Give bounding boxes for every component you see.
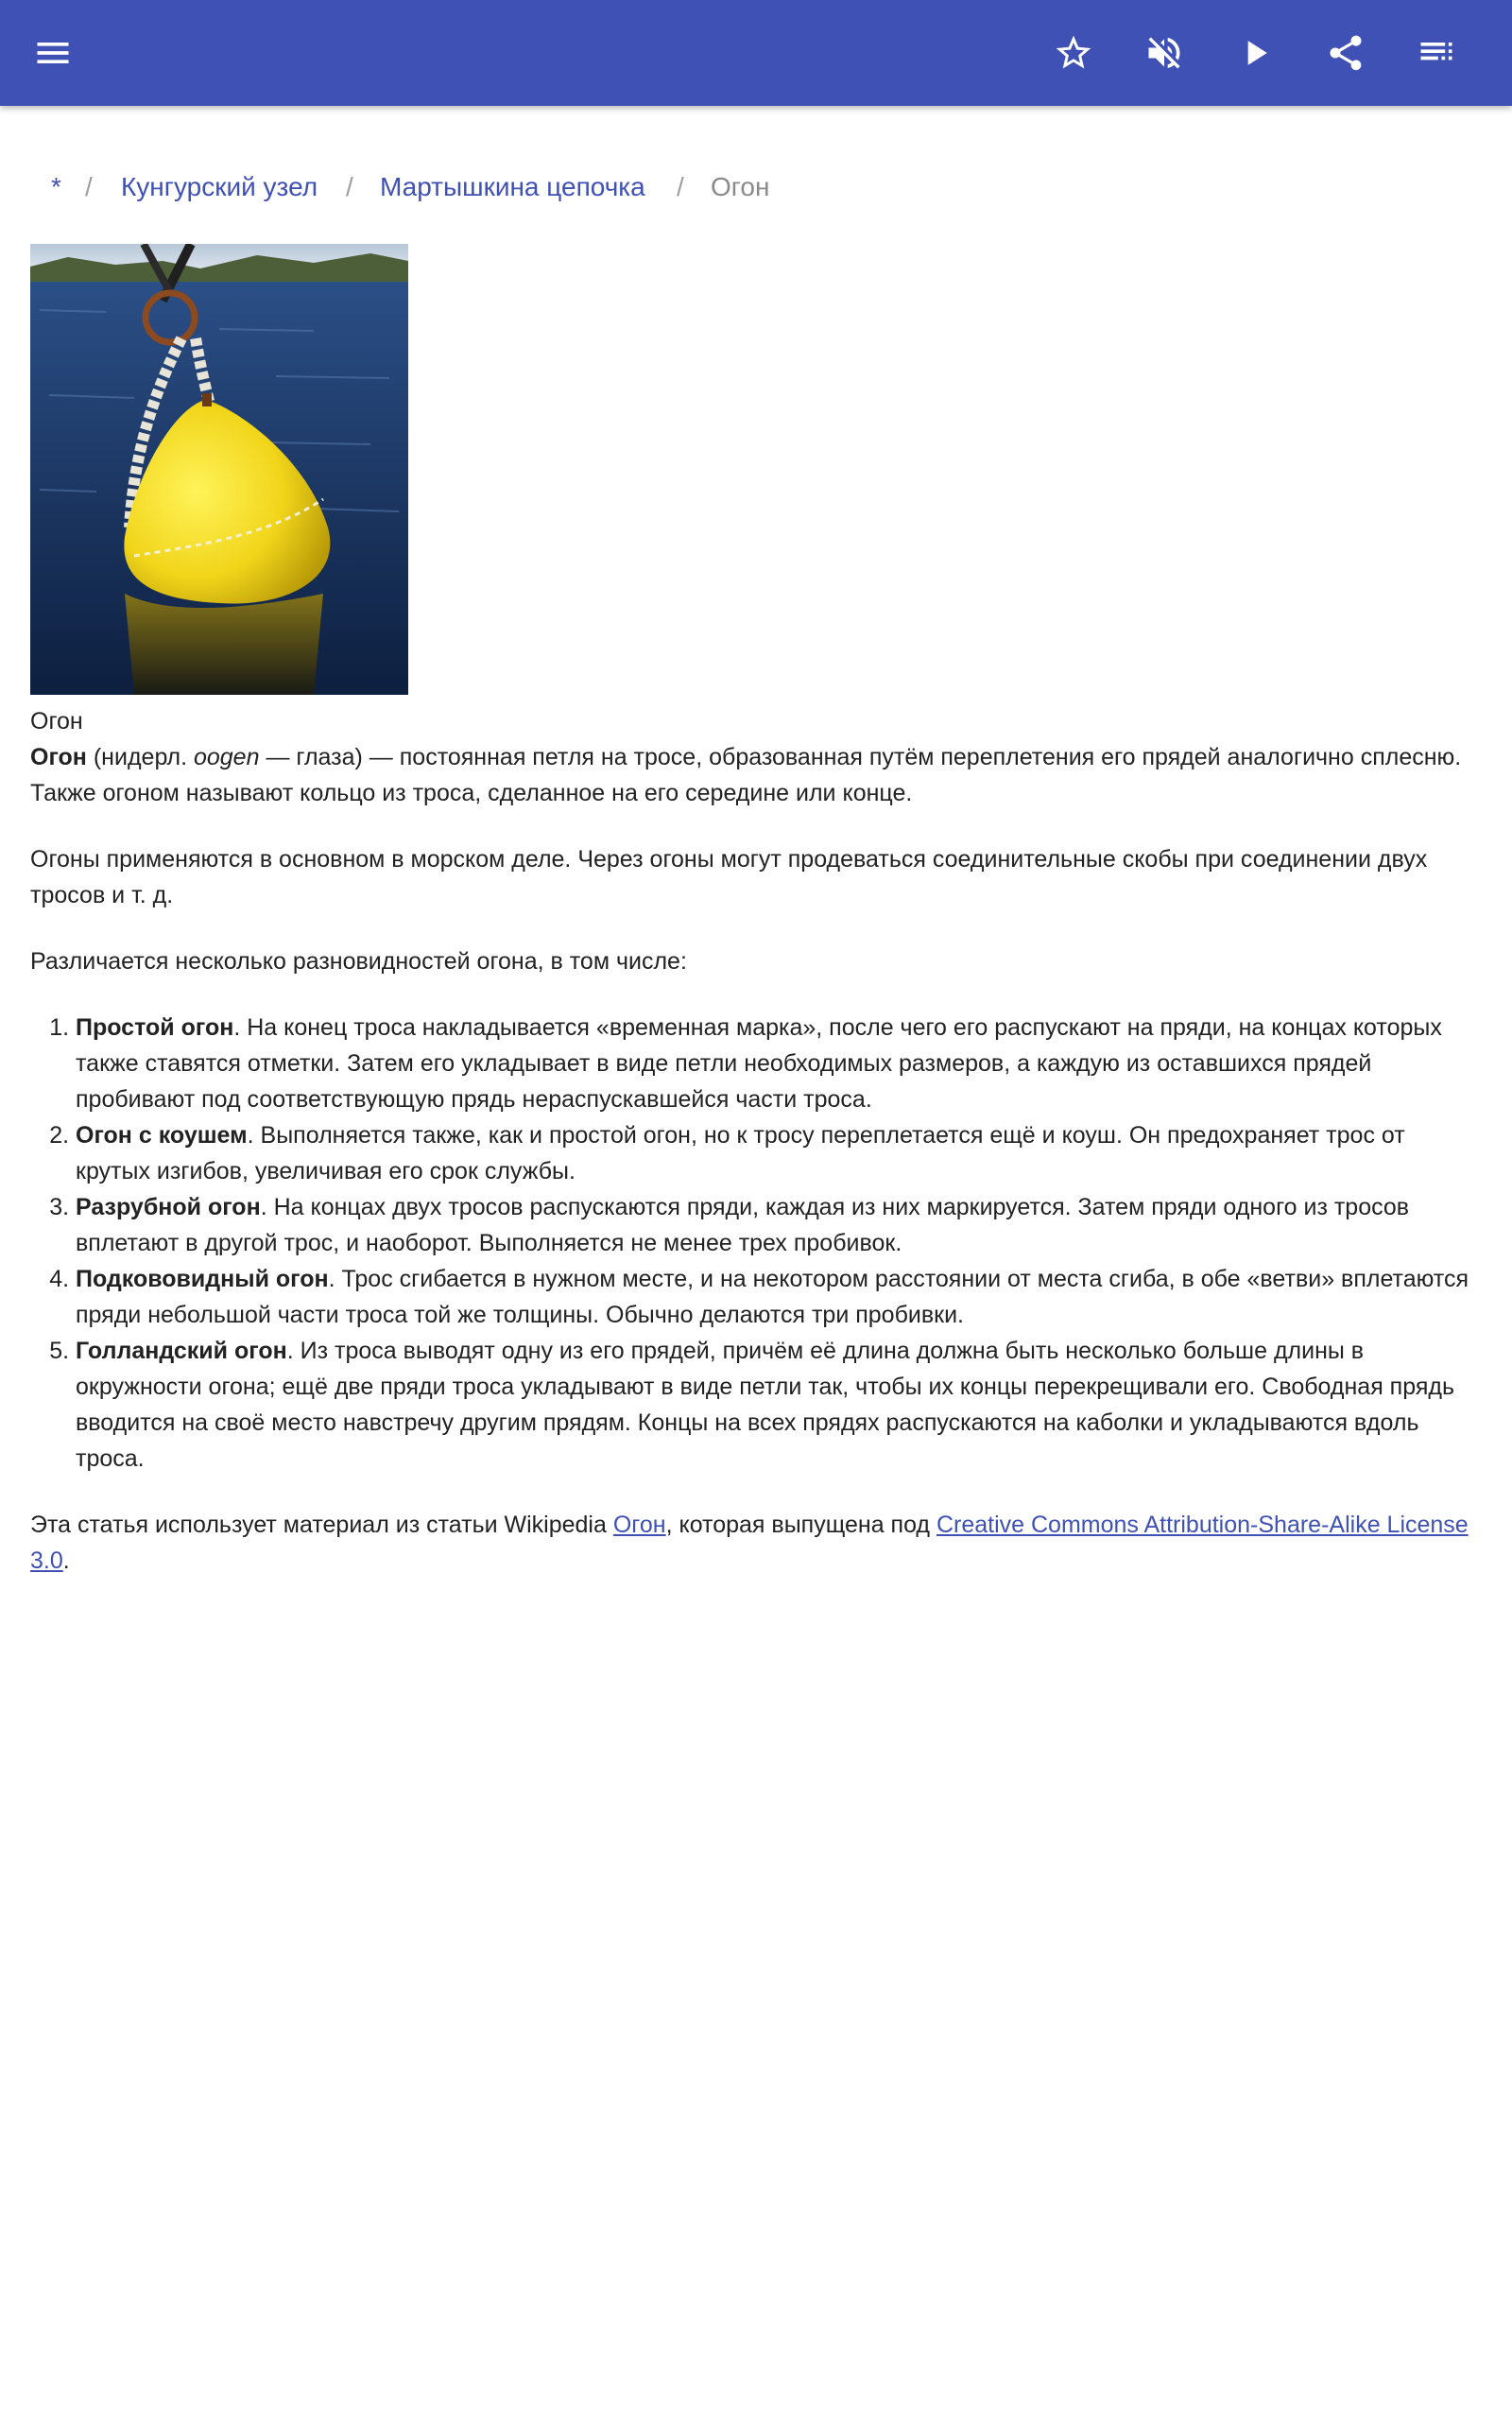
list-item [76, 1261, 1482, 1333]
list-item [76, 1333, 1482, 1477]
list-item-title: Огон с коушем [76, 1122, 248, 1149]
intro-lang: (нидерл. [86, 744, 194, 770]
volume-off-icon [1143, 32, 1185, 74]
buoy-photo [30, 244, 408, 695]
breadcrumb-current: Огон [711, 172, 770, 201]
breadcrumb [0, 166, 1512, 208]
app-toolbar [0, 0, 1512, 106]
share-icon [1325, 32, 1366, 74]
intro-paragraph [30, 739, 1482, 811]
list-item-text: . Трос сгибается в нужном месте, и на некотором расстоянии от места сгиба, в обе «ветви» вплетаются пряди небольшой части троса той же толщины. Обычно делаются три пробивки. [76, 1266, 1469, 1328]
attribution-pre: Эта статья использует материал из статьи Wikipedia [30, 1512, 613, 1538]
menu-icon [32, 32, 74, 74]
article-image[interactable] [30, 244, 408, 695]
menu-button[interactable] [23, 23, 83, 83]
usage-paragraph: Огоны применяются в основном в морском деле. Через огоны могут продеваться соединительные скобы при соединении двух тросов и т. д. [30, 846, 1428, 908]
breadcrumb-separator: / [346, 172, 353, 201]
list-item [76, 1010, 1482, 1117]
breadcrumb-item-root[interactable]: * [51, 172, 61, 201]
attribution-post: . [62, 1547, 70, 1574]
list-item-title: Голландский огон [76, 1338, 287, 1364]
playlist-icon [1416, 32, 1457, 74]
types-list [30, 1010, 1482, 1477]
breadcrumb-item-kungur-knot[interactable]: Кунгурский узел [121, 172, 318, 201]
list-item-text: . Из троса выводят одну из его прядей, причём её длина должна быть несколько больше длины в окружности огона; ещё две пряди троса укладывают в виде петли так, чтобы их концы перекрещивали его. Свободная прядь вводится на своё место навстречу другим прядям. Концы на всех прядях распускаются на каболки и укладываются вдоль троса. [76, 1338, 1454, 1472]
breadcrumb-separator: / [85, 172, 93, 201]
list-item [76, 1117, 1482, 1189]
breadcrumb-item-monkey-chain[interactable]: Мартышкина цепочка [380, 172, 645, 201]
breadcrumb-separator: / [677, 172, 684, 201]
list-item-title: Разрубной огон [76, 1194, 261, 1220]
license-link[interactable]: Creative Commons Attribution-Share-Alike License 3.0 [30, 1512, 1469, 1574]
intro-term: Огон [30, 744, 87, 770]
list-item-text: . На конец троса накладывается «временная марка», после чего его распускают на пряди, на концах которых также ставятся отметки. Затем его укладывает в виде петли необходимых размеров, а каждую из оставшихся прядей пробивают под соответствующую прядь нераспускавшейся части троса. [76, 1014, 1442, 1113]
intro-foreign-word: oogen [193, 744, 260, 770]
star-outline-icon [1053, 32, 1094, 74]
attribution-paragraph [30, 1507, 1482, 1579]
list-item-title: Подкововидный огон [76, 1266, 329, 1292]
list-item-title: Простой огон [76, 1014, 234, 1041]
contents-button[interactable] [1406, 23, 1467, 83]
wikipedia-article-link[interactable]: Огон [612, 1512, 666, 1538]
attribution-mid: , которая выпущена под [665, 1512, 936, 1538]
types-intro-paragraph: Различается несколько разновидностей огона, в том числе: [30, 948, 687, 975]
play-button[interactable] [1225, 23, 1285, 83]
list-item [76, 1189, 1482, 1261]
list-item-text: . Выполняется также, как и простой огон, но к тросу переплетается ещё и коуш. Он предохраняет трос от крутых изгибов, увеличивая его срок службы. [76, 1122, 1405, 1184]
share-button[interactable] [1315, 23, 1376, 83]
article-body [30, 703, 1482, 1609]
image-caption: Огон [30, 708, 83, 735]
list-item-text: . На концах двух тросов распускаются пряди, каждая из них маркируется. Затем пряди одного из тросов вплетают в другой трос, и наоборот. Выполняется не менее трех пробивок. [76, 1194, 1410, 1256]
favorite-button[interactable] [1043, 23, 1104, 83]
mute-button[interactable] [1134, 23, 1194, 83]
play-icon [1234, 32, 1276, 74]
intro-rest: — глаза) — постоянная петля на тросе, образованная путём переплетения его прядей аналогично сплесню. Также огоном называют кольцо из троса, сделанное на его середине или конце. [30, 744, 1462, 806]
